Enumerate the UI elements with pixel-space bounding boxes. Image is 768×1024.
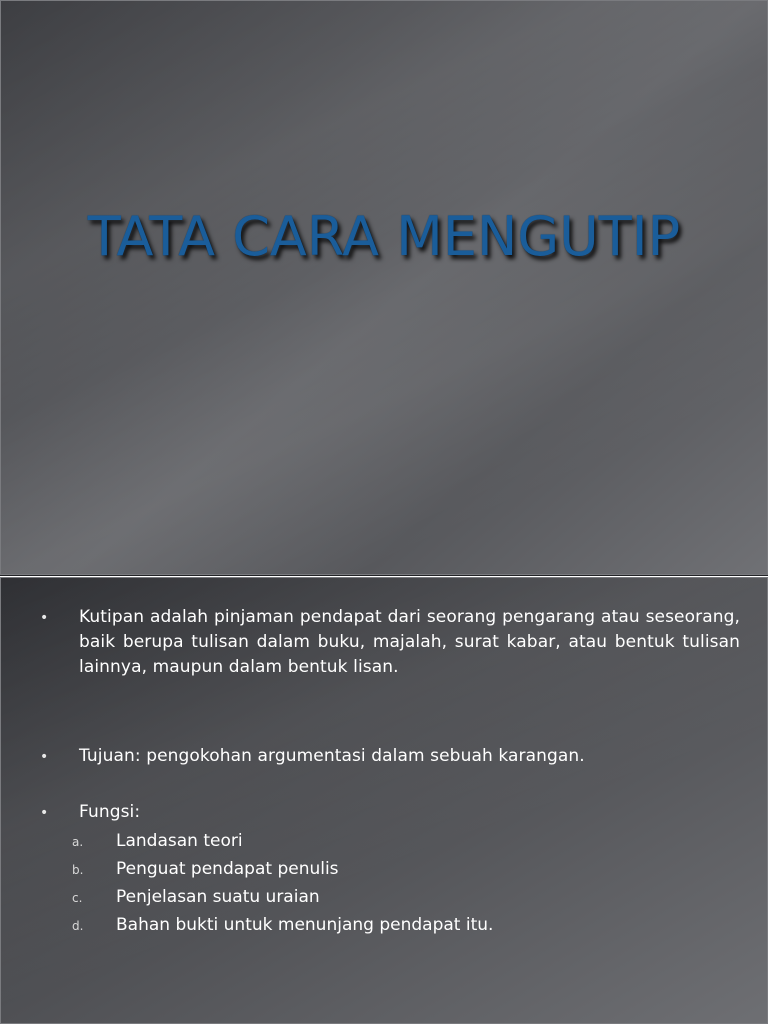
- list-item-text: Penguat pendapat penulis: [116, 859, 339, 879]
- list-item: [72, 911, 732, 939]
- bullet-dot-icon: •: [40, 805, 49, 821]
- list-marker: a.: [72, 835, 84, 849]
- bullet-item-definition: [40, 605, 740, 680]
- bullet-dot-icon: •: [40, 610, 49, 626]
- slide-title: TATA CARA MENGUTIP: [87, 205, 681, 268]
- bullet-dot-icon: •: [40, 749, 49, 765]
- bullet-text: Kutipan adalah pinjaman pendapat dari seorang pengarang atau seseorang, baik berupa tulisan dalam buku, majalah, surat kabar, atau bentuk tulisan lainnya, maupun dalam bentuk lisan.: [79, 607, 740, 677]
- list-item-text: Penjelasan suatu uraian: [116, 887, 320, 907]
- list-item-text: Landasan teori: [116, 831, 243, 851]
- list-marker: b.: [72, 863, 84, 877]
- bullet-text: Tujuan: pengokohan argumentasi dalam sebuah karangan.: [79, 746, 585, 766]
- content-slide: [0, 577, 768, 1024]
- bullet-item-function: [40, 800, 740, 826]
- bullet-item-purpose: [40, 744, 740, 770]
- list-item: [72, 827, 732, 855]
- list-item: [72, 883, 732, 911]
- list-marker: d.: [72, 919, 84, 933]
- list-item-text: Bahan bukti untuk menunjang pendapat itu.: [116, 915, 494, 935]
- function-sub-list: [72, 827, 732, 939]
- bullet-text: Fungsi:: [79, 802, 141, 822]
- slide-content: [0, 577, 768, 1024]
- list-item: [72, 855, 732, 883]
- list-marker: c.: [72, 891, 83, 905]
